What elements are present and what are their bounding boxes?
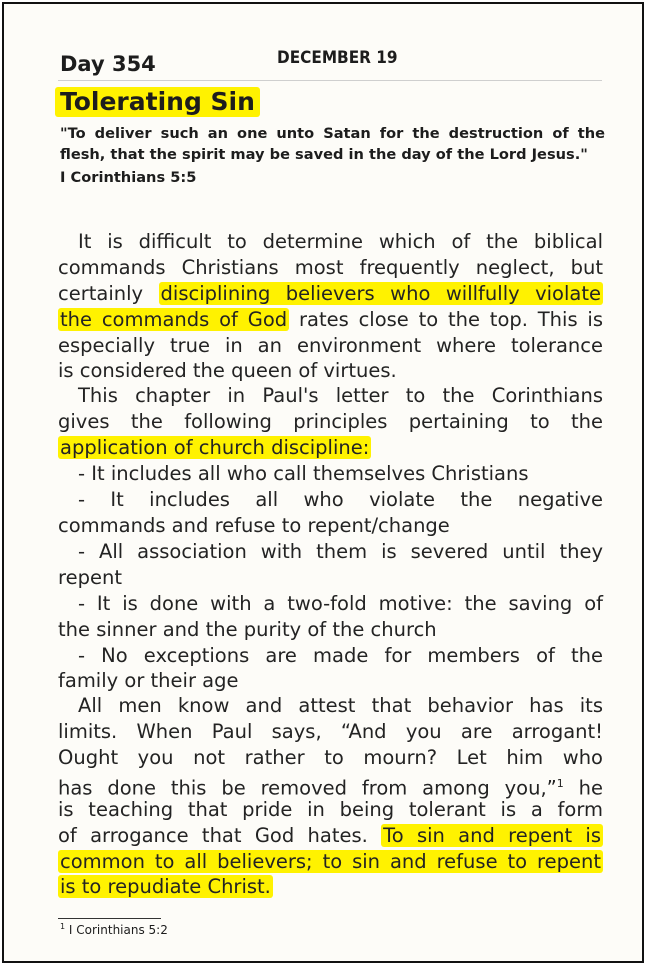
body-text: has done this be removed from among you,” [58,776,557,800]
date-heading: DECEMBER 19 [277,48,398,68]
body-line: especially true in an environment where tolerance [58,334,603,357]
highlighted-text: is to repudiate Christ. [60,875,271,898]
body-line: is considered the queen of virtues. [58,359,397,382]
page-title: Tolerating Sin [55,87,260,117]
footnote-divider [58,918,161,919]
footnote-text: I Corinthians 5:2 [68,923,168,937]
bullet-item: - All association with them is severed until they [78,540,603,563]
bullet-item: - It includes all who call themselves Christians [78,462,529,485]
scripture-reference: I Corinthians 5:5 [60,169,197,186]
footnote-number: 1 [60,922,66,931]
body-line [58,849,603,875]
bullet-item: - No exceptions are made for members of the [78,644,603,667]
body-line [58,307,603,333]
body-line: All men know and attest that behavior has its [78,694,603,717]
body-line [58,281,603,307]
body-text: of arrogance that God hates. [58,824,368,847]
bullet-item: - It includes all who violate the negative [78,488,603,511]
body-line: commands Christians most frequently neglect, but [58,256,603,279]
bullet-item-continued: family or their age [58,669,239,692]
body-line: It is difficult to determine which of the biblical [78,230,603,253]
body-line [58,823,603,849]
day-number: Day 354 [60,52,156,76]
footnote [60,922,168,937]
bullet-item-continued: the sinner and the purity of the church [58,618,437,641]
body-line [58,874,603,900]
body-line: is teaching that pride in being tolerant is a form [58,798,603,821]
body-text: he [578,776,603,800]
highlighted-text: To sin and repent is [383,824,601,847]
body-text: rates close to the top. This is [298,308,604,331]
bullet-item: - It is done with a two-fold motive: the saving of [78,592,603,615]
body-line: gives the following principles pertaining to the [58,410,603,433]
highlighted-text: application of church discipline: [60,436,370,459]
body-line: Ought you not rather to mourn? Let him who [58,746,603,769]
scripture-quote: "To deliver such an one unto Satan for the destruction of the flesh, that the spirit may be saved in the day of the Lord Jesus." [60,125,605,163]
body-line [58,435,603,461]
header-divider [58,80,602,81]
bullet-item-continued: commands and refuse to repent/change [58,514,450,537]
footnote-marker: 1 [556,777,564,790]
highlighted-text: disciplining believers who willfully violate [160,282,601,305]
body-text: certainly [58,282,144,305]
body-line: This chapter in Paul's letter to the Corinthians [78,384,603,407]
highlighted-text: the commands of God [60,308,288,331]
highlighted-text: common to all believers; to sin and refuse to repent [60,850,601,873]
body-line: limits. When Paul says, “And you are arrogant! [58,720,603,743]
bullet-item-continued: repent [58,566,122,589]
